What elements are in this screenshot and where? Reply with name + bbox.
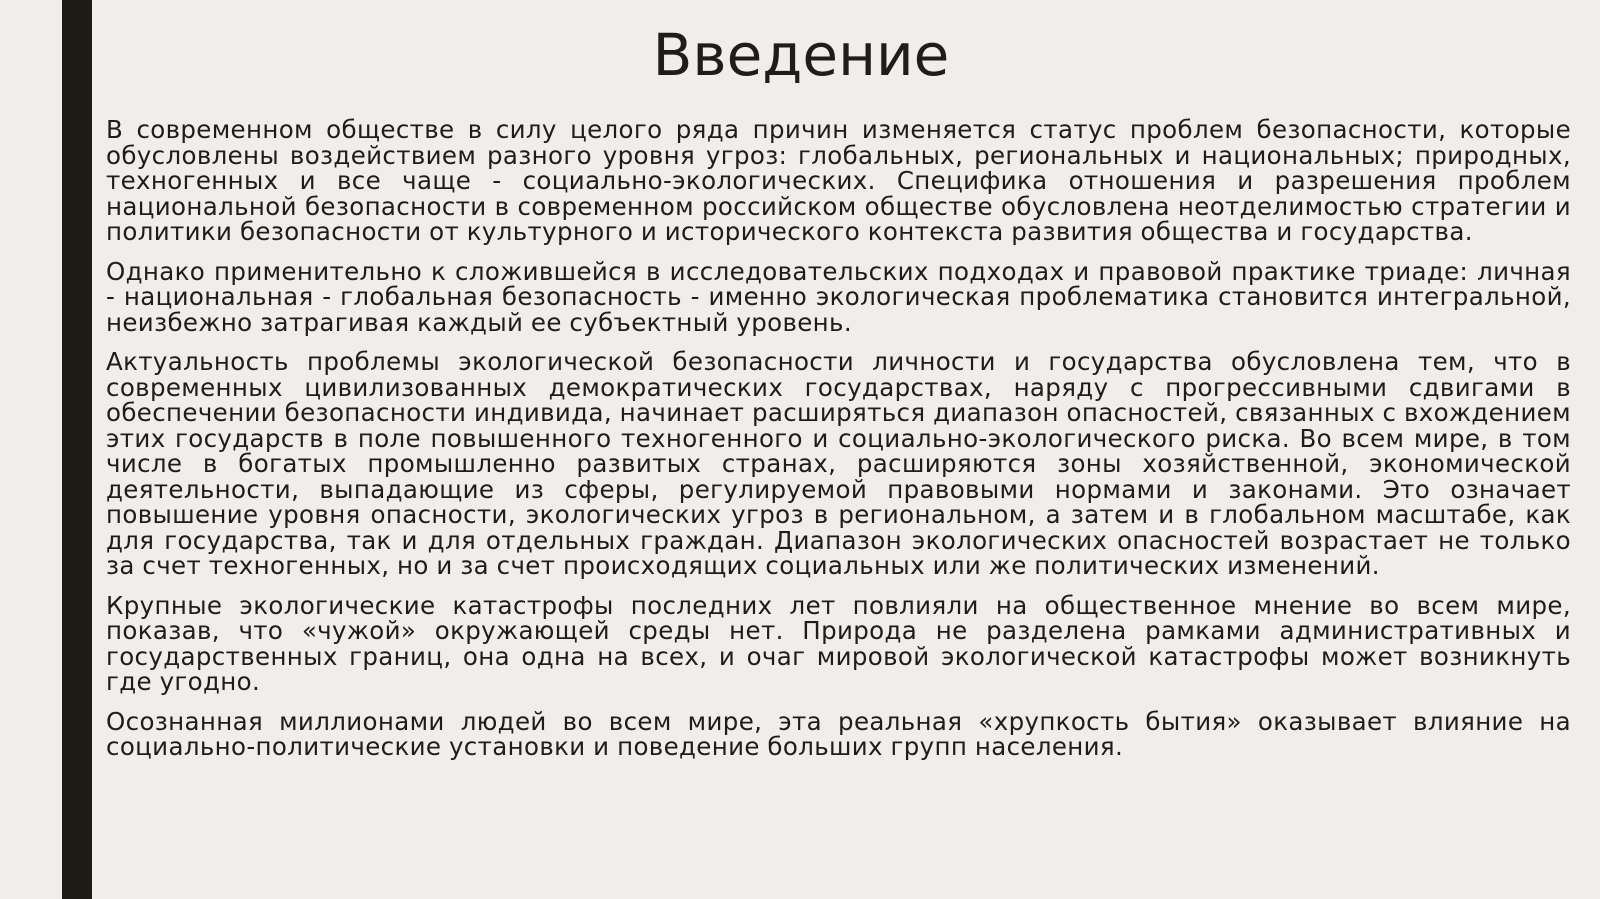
slide-body: [106, 117, 1571, 774]
paragraph-5: Осознанная миллионами людей во всем мире, эта реальная «хрупкость бытия» оказывает влияние на социально-политические установки и поведение больших групп населения.: [106, 706, 1571, 761]
paragraph-3: Актуальность проблемы экологической безопасности личности и государства обусловлена тем, что в современных цивилизованных демократических государствах, наряду с прогрессивными сдвигами в обеспечении безопасности индивида, начинает расширяться диапазон опасностей, связанных с вхождением этих государств в поле повышенного техногенного и социально-экологического риска. Во всем мире, в том числе в богатых промышленно развитых странах, расширяются зоны хозяйственной, экономической деятельности, выпадающие из сферы, регулируемой правовыми нормами и законами. Это означает повышение уровня опасности, экологических угроз в региональном, а затем и в глобальном масштабе, как для государства, так и для отдельных граждан. Диапазон экологических опасностей возрастает не только за счет техногенных, но и за счет происходящих социальных или же политических изменений.: [106, 347, 1571, 580]
paragraph-4: Крупные экологические катастрофы последних лет повлияли на общественное мнение во всем мире, показав, что «чужой» окружающей среды нет. Природа не разделена рамками административных и государственных границ, она одна на всех, и очаг мировой экологической катастрофы может возникнуть где угодно.: [106, 590, 1571, 696]
paragraph-2: Однако применительно к сложившейся в исследовательских подходах и правовой практике триаде: личная - национальная - глобальная безопасность - именно экологическая проблематика становится интегральной, неизбежно затрагивая каждый ее субъектный уровень.: [106, 256, 1571, 337]
paragraph-1: В современном обществе в силу целого ряда причин изменяется статус проблем безопасности, которые обусловлены воздействием разного уровня угроз: глобальных, региональных и национальных; природных, техногенных и все чаще - социально-экологических. Специфика отношения и разрешения проблем национальной безопасности в современном российском обществе обусловлена неотделимостью стратегии и политики безопасности от культурного и исторического контекста развития общества и государства.: [106, 115, 1571, 246]
accent-bar: [62, 0, 92, 899]
slide-title: Введение: [652, 21, 950, 89]
